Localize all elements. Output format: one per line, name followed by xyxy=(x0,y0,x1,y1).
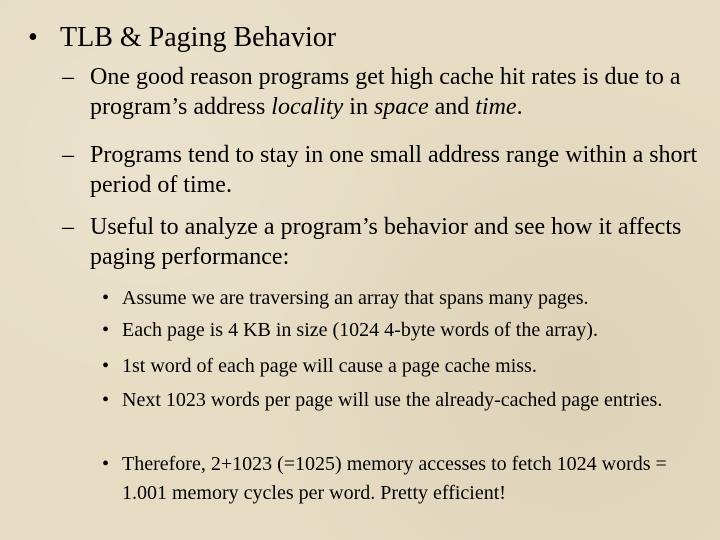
detail-point-5 xyxy=(102,450,702,508)
detail-point-text: Next 1023 words per page will use the already-cached page entries. xyxy=(122,389,663,411)
sub-point-2 xyxy=(62,140,702,200)
bullet-icon: • xyxy=(102,319,110,341)
detail-point-4 xyxy=(102,386,702,415)
dash-icon: – xyxy=(62,64,74,90)
detail-point-text: Assume we are traversing an array that spans many pages. xyxy=(122,287,589,309)
detail-point-1 xyxy=(102,284,702,313)
detail-point-3 xyxy=(102,352,702,381)
detail-point-text: Each page is 4 KB in size (1024 4-byte words of the array). xyxy=(122,319,598,341)
sub-point-text: One good reason programs get high cache hit rates is due to a program’s address locality in space and time. xyxy=(90,64,681,120)
detail-point-2 xyxy=(102,316,702,345)
dash-icon: – xyxy=(62,214,74,240)
sub-point-text: Programs tend to stay in one small address range within a short period of time. xyxy=(90,142,698,198)
bullet-icon: • xyxy=(102,453,110,475)
sub-point-3 xyxy=(62,212,702,272)
bullet-icon: • xyxy=(102,287,110,309)
sub-point-text: Useful to analyze a program’s behavior and see how it affects paging performance: xyxy=(90,214,682,270)
bullet-icon: • xyxy=(102,355,110,377)
detail-point-text: 1st word of each page will cause a page cache miss. xyxy=(122,355,537,377)
bullet-icon: • xyxy=(102,389,110,411)
slide-title xyxy=(28,18,336,58)
detail-point-text: Therefore, 2+1023 (=1025) memory accesses to fetch 1024 words = 1.001 memory cycles per word. Pretty efficient! xyxy=(122,453,667,504)
title-text: TLB & Paging Behavior xyxy=(60,22,337,53)
sub-point-1 xyxy=(62,62,702,122)
dash-icon: – xyxy=(62,142,74,168)
bullet-icon: • xyxy=(28,22,38,53)
